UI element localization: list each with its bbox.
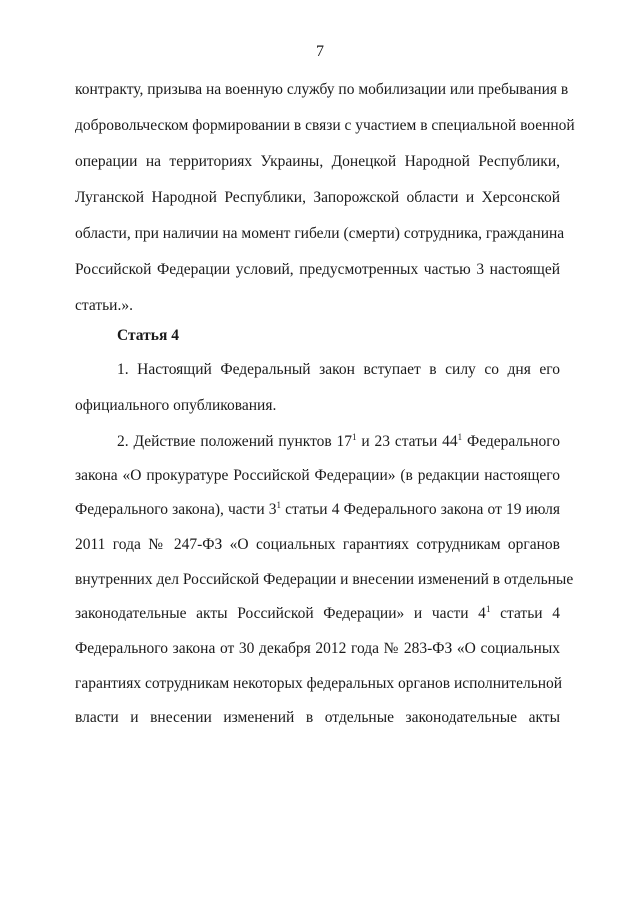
article-heading: Статья 4 (117, 327, 179, 344)
item2-line-4: 2011 года № 247-ФЗ «О социальных гарантиях сотрудникам органов (75, 536, 560, 553)
item1-line-2: официального опубликования. (75, 397, 277, 414)
item2-line-9: власти и внесении изменений в отдельные законодательные акты (75, 709, 560, 726)
item2-text: статьи 4 Федерального закона от 19 июля (281, 501, 560, 518)
superscript: 1 (276, 499, 281, 510)
para1-line-3: операции на территориях Украины, Донецкой Народной Республики, (75, 153, 560, 170)
item2-text: статьи 4 (490, 605, 560, 622)
item1-line-1: 1. Настоящий Федеральный закон вступает в силу со дня его (117, 361, 560, 378)
item2-line-2: закона «О прокуратуре Российской Федерации» (в редакции настоящего (75, 467, 560, 484)
item2-line-7: Федерального закона от 30 декабря 2012 года № 283-ФЗ «О социальных (75, 640, 560, 657)
para1-line-5: области, при наличии на момент гибели (смерти) сотрудника, гражданина (75, 225, 565, 242)
item2-line-5: внутренних дел Российской Федерации и внесении изменений в отдельные (75, 571, 574, 588)
item2-text: законодательные акты Российской Федерации» и части 4 (75, 605, 486, 622)
para1-line-6: Российской Федерации условий, предусмотренных частью 3 настоящей (75, 261, 560, 278)
item2-line-3 (75, 500, 560, 520)
item2-text: Федерального (462, 433, 560, 450)
para1-line-1: контракту, призыва на военную службу по мобилизации или пребывания в (75, 81, 569, 98)
para1-line-2: добровольческом формировании в связи с участием в специальной военной (75, 117, 575, 134)
item2-text: и 23 статьи 44 (356, 433, 458, 450)
para1-line-7: статьи.». (75, 297, 133, 314)
item2-line-6 (75, 604, 560, 624)
page-number: 7 (316, 43, 324, 60)
superscript: 1 (352, 431, 357, 442)
superscript: 1 (457, 431, 463, 442)
item2-text: Федерального закона), части 3 (75, 501, 277, 518)
superscript: 1 (485, 603, 491, 614)
item2-line-1 (117, 432, 560, 452)
item2-line-8: гарантиях сотрудникам некоторых федеральных органов исполнительной (75, 675, 563, 692)
para1-line-4: Луганской Народной Республики, Запорожской области и Херсонской (75, 189, 560, 206)
item2-text: 2. Действие положений пунктов 17 (117, 433, 353, 450)
